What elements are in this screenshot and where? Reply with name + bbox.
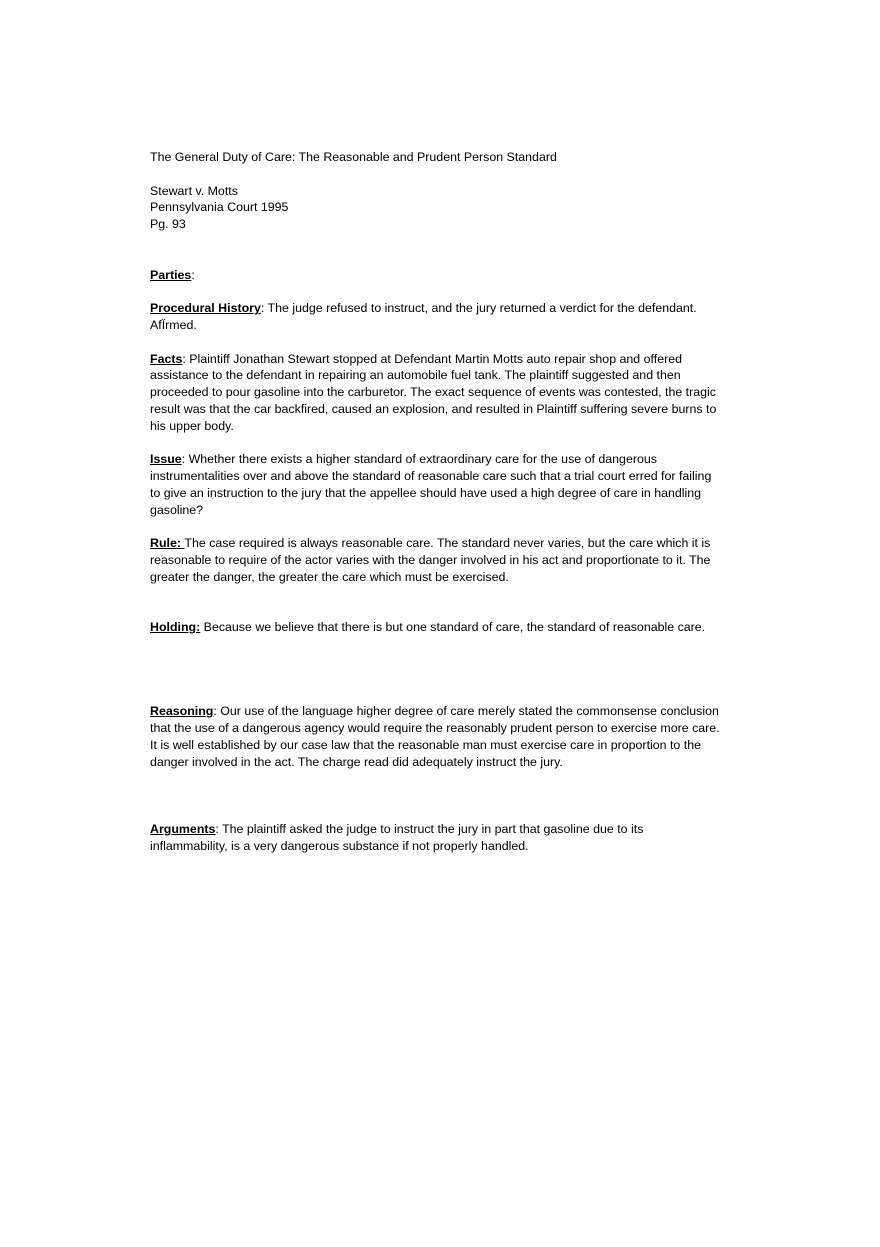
parties-section [150, 267, 735, 284]
case-court: Pennsylvania Court 1995 [150, 200, 289, 215]
holding-section [150, 619, 735, 636]
reasoning-label: Reasoning [150, 704, 214, 719]
procedural-history-label: Procedural History [150, 301, 261, 316]
issue-section [150, 451, 735, 518]
issue-text: gasoline? [150, 502, 204, 517]
rule-text: The case required is always reasonable care. The standard never varies, but the care which it is [184, 536, 711, 551]
arguments-text: inflammability, is a very dangerous substance if not properly handled. [150, 838, 529, 853]
rule-section [150, 535, 735, 585]
facts-label: Facts [150, 351, 183, 366]
facts-sep: : [182, 351, 186, 366]
reasoning-sep: : [213, 704, 217, 719]
procedural-history-text: AfÏrmed. [150, 317, 197, 332]
parties-sep: : [191, 267, 195, 282]
rule-text: greater the danger, the greater the care which must be exercised. [150, 569, 509, 584]
facts-section [150, 351, 735, 435]
facts-text: proceeded to pour gasoline into the carburetor. The exact sequence of events was contested, the tragic [150, 385, 716, 400]
facts-text: assistance to the defendant in repairing an automobile fuel tank. The plaintiff suggested and then [150, 368, 681, 383]
facts-text: Plaintiff Jonathan Stewart stopped at Defendant Martin Motts auto repair shop and offered [185, 351, 682, 366]
arguments-sep: : [215, 821, 219, 836]
document-title: The General Duty of Care: The Reasonable and Prudent Person Standard [150, 150, 557, 164]
issue-label: Issue [150, 452, 182, 467]
issue-text: Whether there exists a higher standard of extraordinary care for the use of dangerous [185, 452, 657, 467]
reasoning-section [150, 703, 735, 770]
facts-text: result was that the car backfired, caused an explosion, and resulted in Plaintiff suffering severe burns to [150, 401, 717, 416]
reasoning-text: Our use of the language higher degree of care merely stated the commonsense conclusion [216, 704, 719, 719]
rule-label: Rule: [150, 536, 185, 551]
holding-label: Holding: [150, 620, 201, 635]
reasoning-text: that the use of a dangerous agency would require the reasonably prudent person to exercise more care. [150, 721, 720, 736]
reasoning-text: danger involved in the act. The charge read did adequately instruct the jury. [150, 754, 563, 769]
issue-text: instrumentalities over and above the standard of reasonable care such that a trial court erred for failing [150, 469, 712, 484]
case-name: Stewart v. Motts [150, 183, 238, 198]
procedural-history-sep: : [260, 301, 265, 316]
arguments-section [150, 821, 735, 855]
procedural-history-section [150, 300, 735, 334]
issue-sep: : [181, 452, 186, 467]
parties-label: Parties [150, 267, 192, 282]
case-page: Pg. 93 [150, 217, 186, 232]
issue-text: to give an instruction to the jury that the appellee should have used a high degree of care in handling [150, 485, 702, 500]
arguments-label: Arguments [150, 821, 216, 836]
rule-text: reasonable to require of the actor varies with the danger involved in his act and proportionate to it. The [150, 553, 711, 568]
arguments-text: The plaintiff asked the judge to instruct the jury in part that gasoline due to its [218, 821, 644, 836]
reasoning-text: It is well established by our case law that the reasonable man must exercise care in proportion to the [150, 737, 701, 752]
facts-text: his upper body. [150, 418, 234, 433]
procedural-history-text: The judge refused to instruct, and the jury returned a verdict for the defendant. [264, 301, 697, 316]
document-page [150, 149, 735, 854]
holding-text: Because we believe that there is but one standard of care, the standard of reasonable care. [200, 620, 706, 635]
